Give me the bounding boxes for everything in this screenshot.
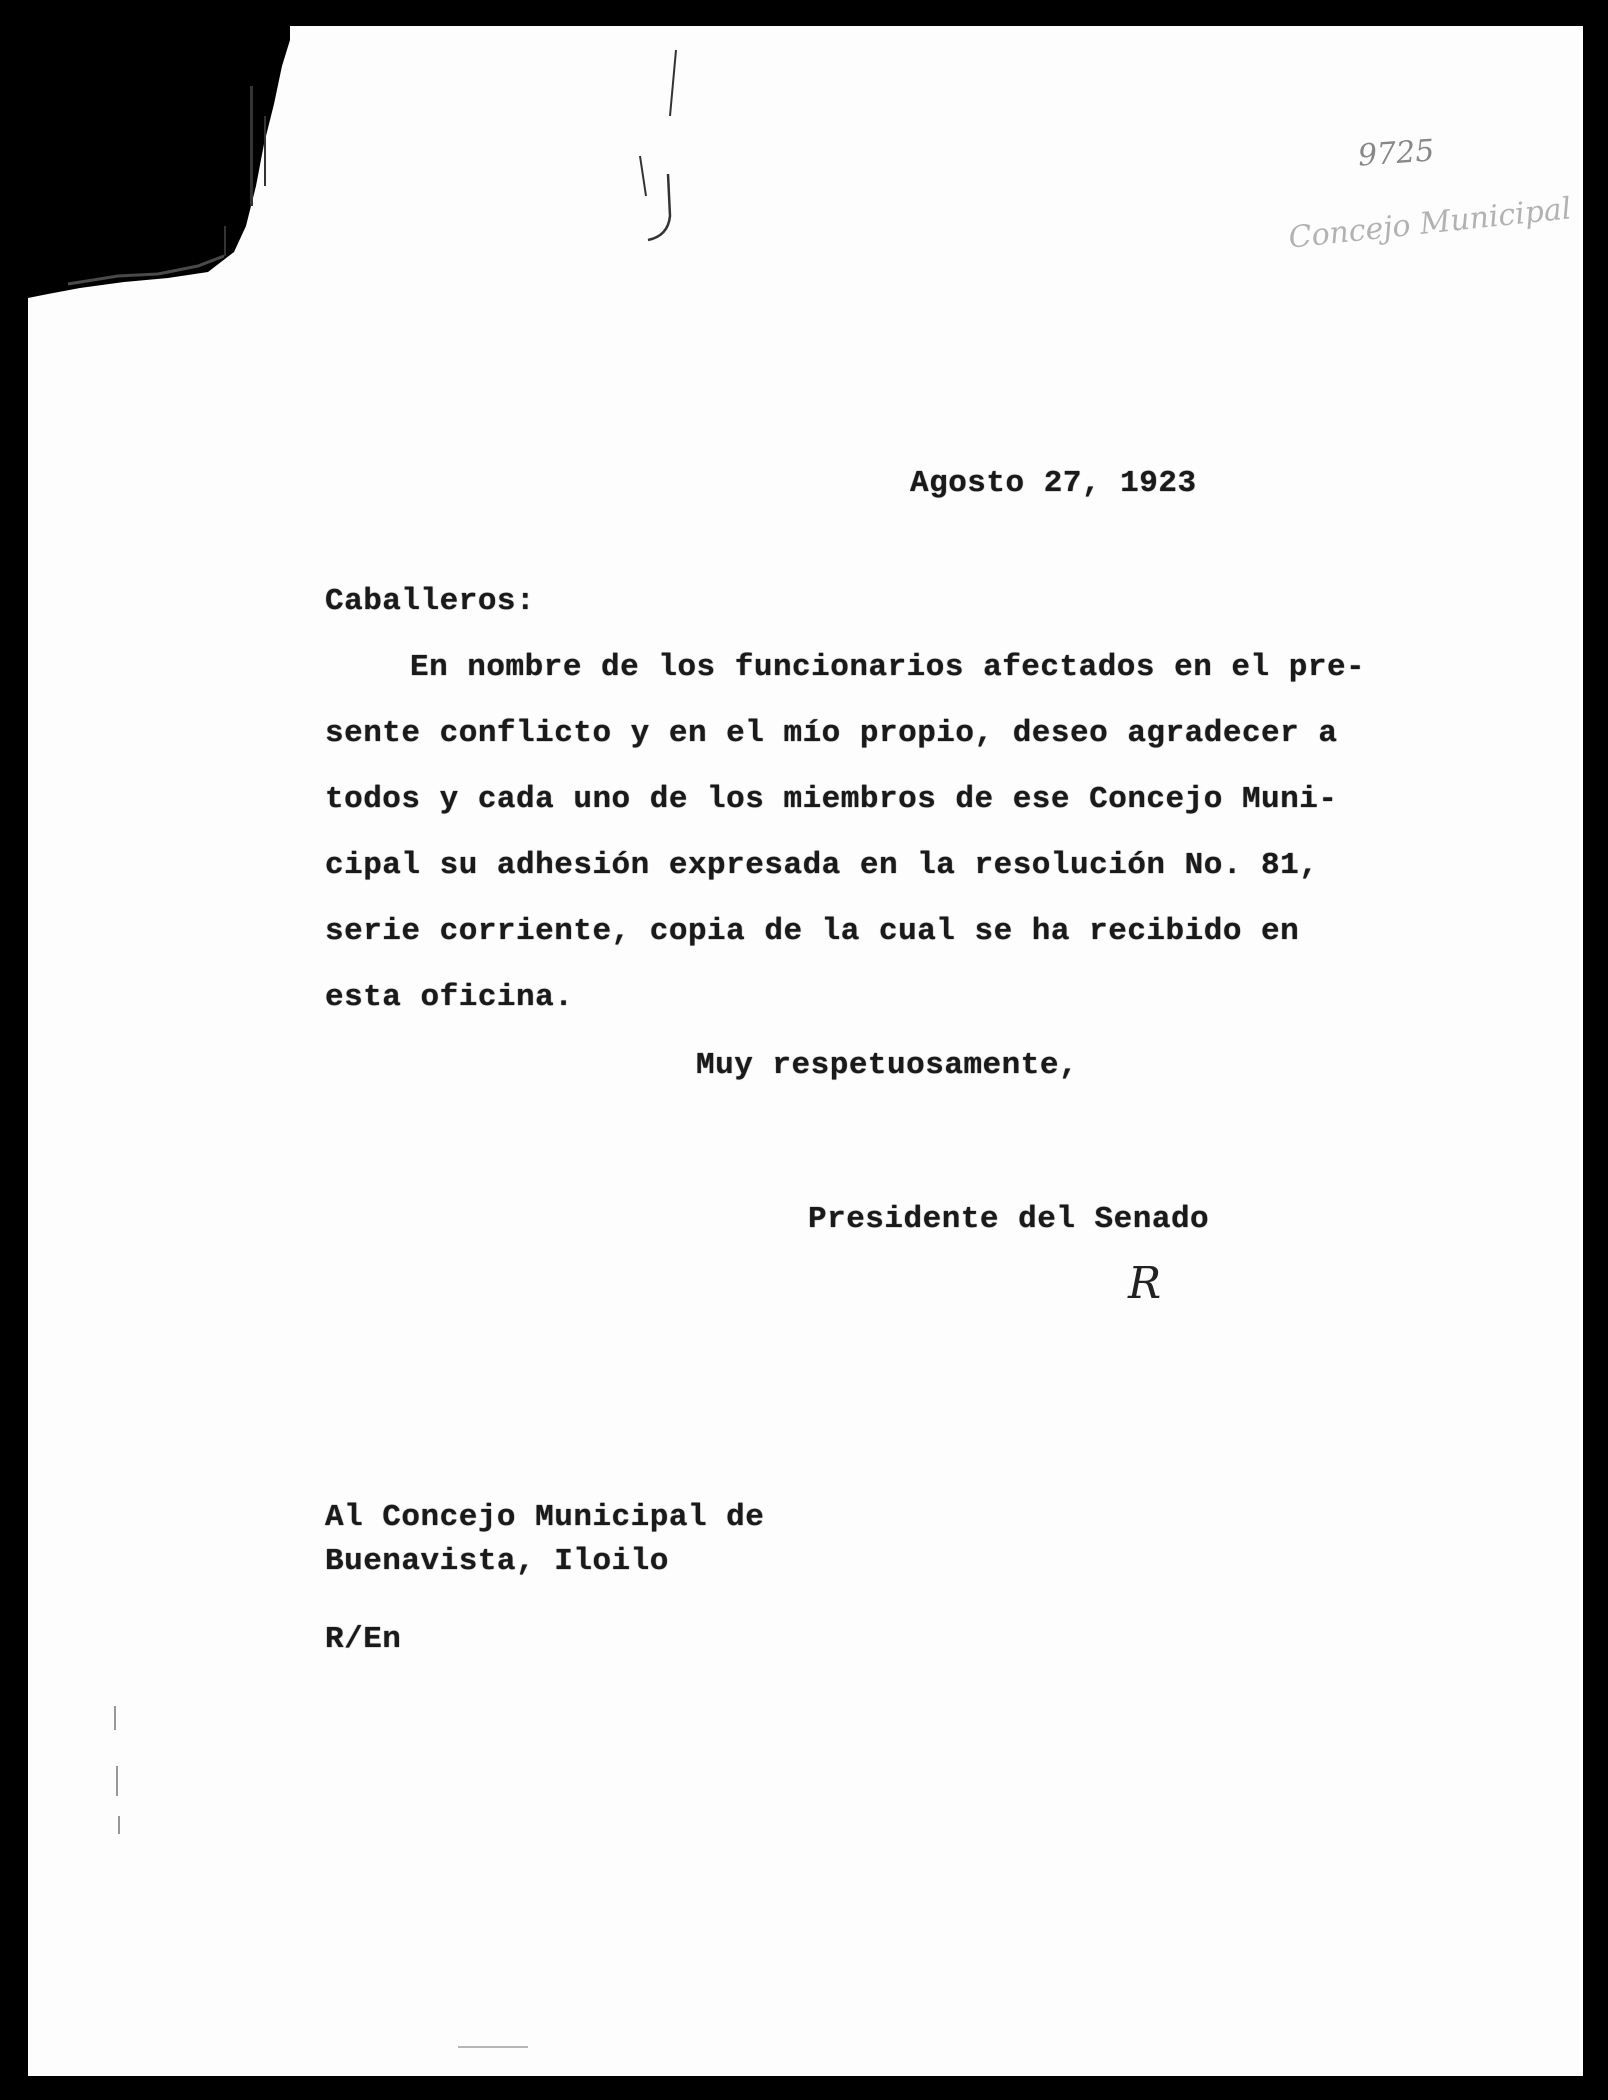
bottom-artifact (458, 2046, 528, 2048)
body-line: En nombre de los funcionarios afectados en el pre- (410, 650, 1366, 685)
margin-artifact (118, 1816, 120, 1834)
salutation: Caballeros: (325, 584, 536, 619)
signature-title: Presidente del Senado (808, 1202, 1210, 1237)
body-line: sente conflicto y en el mío propio, deseo agradecer a (325, 716, 1338, 751)
handwritten-initial: R (1128, 1258, 1162, 1309)
body-line: cipal su adhesión expresada en la resolución No. 81, (325, 848, 1319, 883)
edge-mark (264, 116, 266, 186)
reference-initials: R/En (325, 1622, 402, 1657)
recipient-line: Al Concejo Municipal de (325, 1500, 765, 1535)
letter-page (28, 26, 1583, 2076)
letter-date: Agosto 27, 1923 (910, 466, 1197, 501)
top-right-number: 9725 (1356, 133, 1436, 174)
torn-corner (28, 26, 328, 306)
pencil-stroke (628, 46, 698, 246)
edge-mark (224, 226, 226, 256)
closing: Muy respetuosamente, (696, 1048, 1079, 1083)
margin-artifact (114, 1706, 116, 1730)
margin-artifact (116, 1766, 118, 1796)
body-line: todos y cada uno de los miembros de ese Concejo Muni- (325, 782, 1338, 817)
top-right-note: Concejo Municipal (1286, 191, 1573, 256)
body-line: serie corriente, copia de la cual se ha recibido en (325, 914, 1300, 949)
edge-mark (250, 86, 253, 206)
body-line: esta oficina. (325, 980, 574, 1015)
recipient-line: Buenavista, Iloilo (325, 1544, 669, 1579)
